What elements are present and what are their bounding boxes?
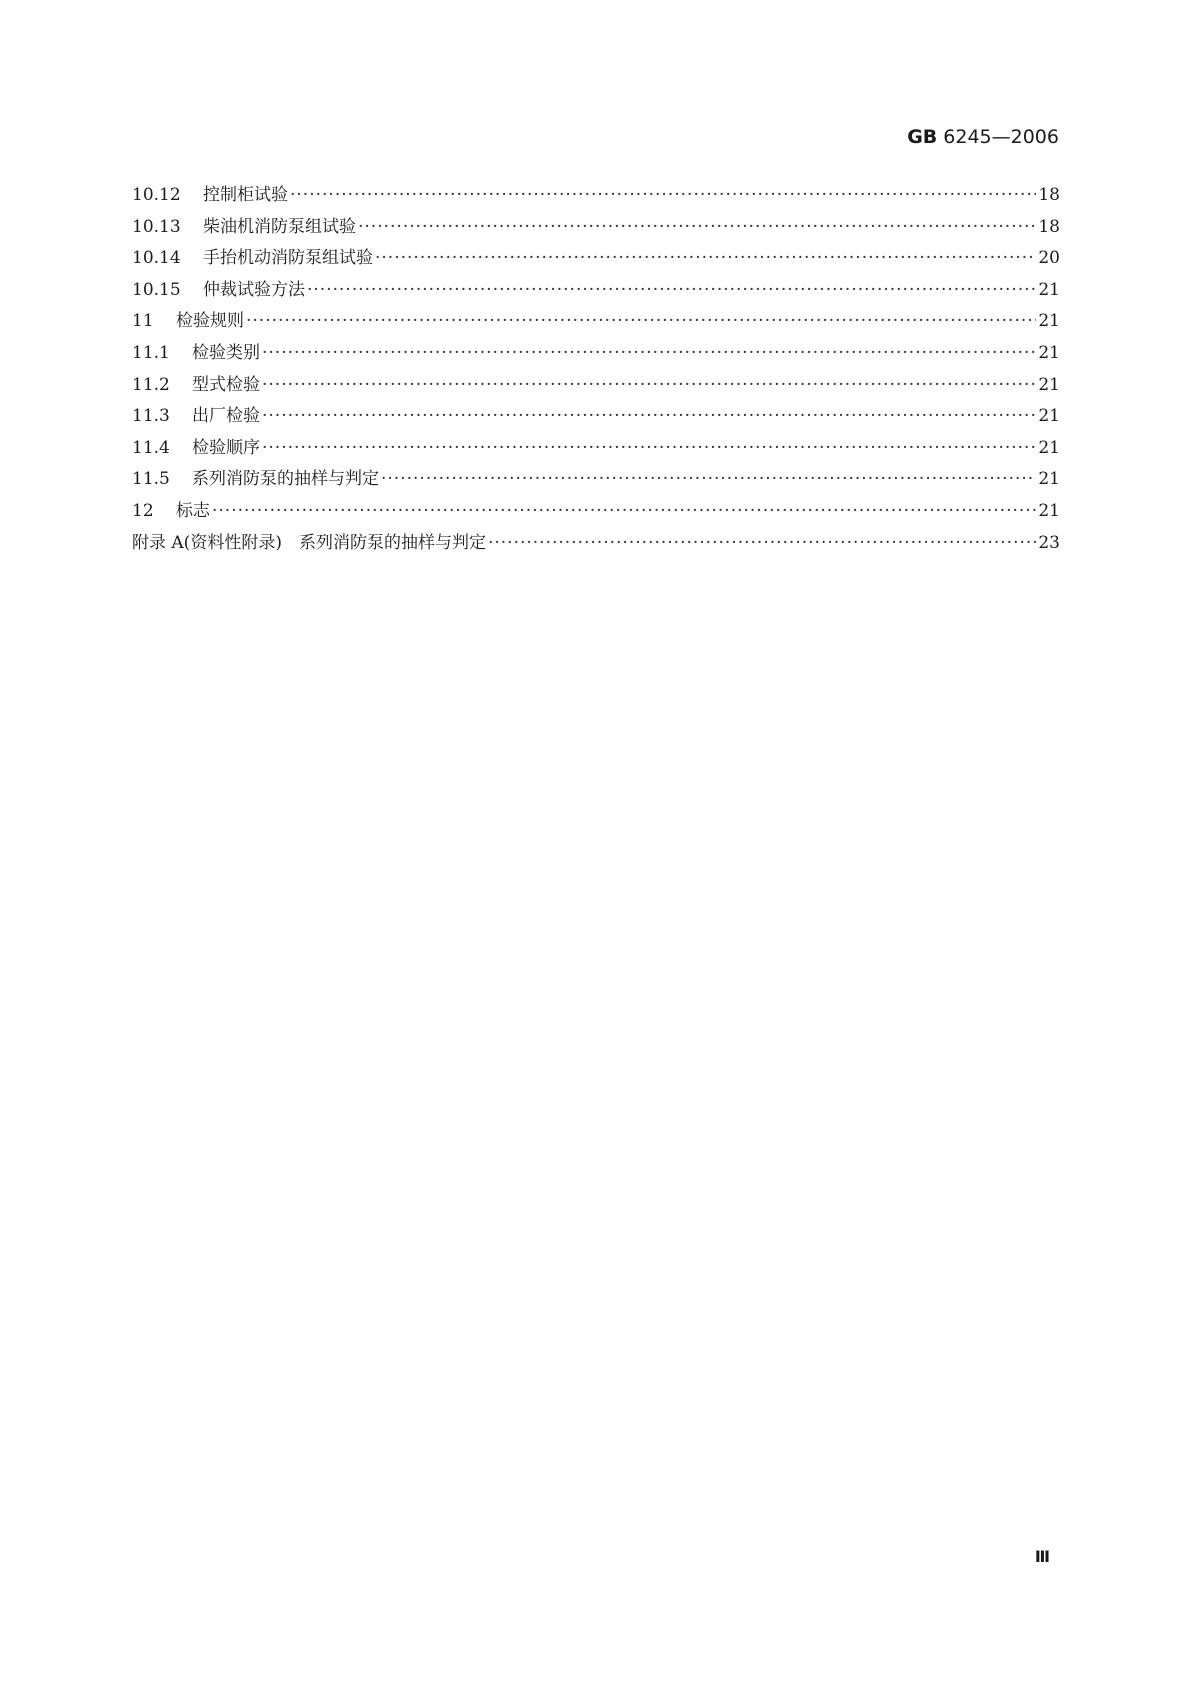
standard-prefix: GB bbox=[907, 126, 938, 148]
toc-entry-number: 11.5 bbox=[132, 469, 170, 490]
toc-entry[interactable] bbox=[132, 496, 1060, 528]
toc-entry[interactable] bbox=[132, 275, 1060, 307]
toc-entry-number: 11 bbox=[132, 311, 154, 332]
toc-entry-number: 10.13 bbox=[132, 216, 181, 237]
toc-entry-number: 10.14 bbox=[132, 248, 181, 269]
toc-entry-title: 检验类别 bbox=[192, 342, 260, 363]
toc-entry[interactable] bbox=[132, 338, 1060, 370]
toc-entry-page: 21 bbox=[1038, 311, 1060, 332]
toc-leader-dots bbox=[262, 438, 1036, 458]
toc-entry-number: 11.2 bbox=[132, 374, 170, 395]
page-number: Ⅲ bbox=[1034, 1547, 1049, 1566]
toc-entry[interactable] bbox=[132, 401, 1060, 433]
toc-entry[interactable] bbox=[132, 464, 1060, 496]
toc-entry[interactable] bbox=[132, 243, 1060, 275]
toc-entry-title: 附录 A(资料性附录) 系列消防泵的抽样与判定 bbox=[132, 532, 486, 553]
toc-entry-title: 型式检验 bbox=[192, 374, 260, 395]
toc-entry-number: 12 bbox=[132, 500, 154, 521]
table-of-contents bbox=[132, 180, 1060, 559]
toc-entry-page: 21 bbox=[1038, 469, 1060, 490]
toc-entry-number: 11.1 bbox=[132, 342, 170, 363]
toc-leader-dots bbox=[488, 533, 1036, 553]
toc-leader-dots bbox=[290, 185, 1036, 205]
toc-entry-page: 21 bbox=[1038, 279, 1060, 300]
toc-leader-dots bbox=[358, 217, 1036, 237]
toc-leader-dots bbox=[381, 469, 1036, 489]
toc-entry-title: 手抬机动消防泵组试验 bbox=[203, 248, 373, 269]
toc-leader-dots bbox=[212, 501, 1036, 521]
toc-entry-page: 21 bbox=[1038, 342, 1060, 363]
toc-entry-page: 21 bbox=[1038, 437, 1060, 458]
toc-entry-page: 21 bbox=[1038, 500, 1060, 521]
toc-entry-title: 标志 bbox=[176, 500, 210, 521]
toc-entry[interactable] bbox=[132, 370, 1060, 402]
document-header bbox=[907, 126, 1059, 148]
toc-entry-title: 检验规则 bbox=[176, 311, 244, 332]
toc-entry[interactable] bbox=[132, 528, 1060, 560]
toc-entry-page: 23 bbox=[1038, 532, 1060, 553]
toc-entry[interactable] bbox=[132, 433, 1060, 465]
toc-entry-number: 10.12 bbox=[132, 185, 181, 205]
toc-entry[interactable] bbox=[132, 306, 1060, 338]
toc-leader-dots bbox=[262, 406, 1036, 426]
toc-leader-dots bbox=[307, 280, 1036, 300]
toc-entry[interactable] bbox=[132, 212, 1060, 244]
toc-entry-title: 柴油机消防泵组试验 bbox=[203, 216, 356, 237]
toc-leader-dots bbox=[246, 311, 1036, 331]
toc-leader-dots bbox=[262, 343, 1036, 363]
toc-entry-page: 18 bbox=[1038, 185, 1060, 205]
toc-leader-dots bbox=[262, 375, 1036, 395]
toc-entry-number: 11.3 bbox=[132, 406, 170, 427]
toc-entry-title: 出厂检验 bbox=[192, 406, 260, 427]
toc-entry-page: 20 bbox=[1038, 248, 1060, 269]
toc-entry-number: 10.15 bbox=[132, 279, 181, 300]
toc-entry-number: 11.4 bbox=[132, 437, 170, 458]
toc-entry-page: 21 bbox=[1038, 374, 1060, 395]
toc-entry-page: 21 bbox=[1038, 406, 1060, 427]
toc-entry-title: 检验顺序 bbox=[192, 437, 260, 458]
toc-entry-title: 仲裁试验方法 bbox=[203, 279, 305, 300]
toc-entry[interactable] bbox=[132, 180, 1060, 212]
toc-entry-title: 系列消防泵的抽样与判定 bbox=[192, 469, 379, 490]
toc-entry-page: 18 bbox=[1038, 216, 1060, 237]
toc-leader-dots bbox=[375, 248, 1036, 268]
toc-entry-title: 控制柜试验 bbox=[203, 185, 288, 205]
standard-number: 6245—2006 bbox=[943, 126, 1059, 148]
